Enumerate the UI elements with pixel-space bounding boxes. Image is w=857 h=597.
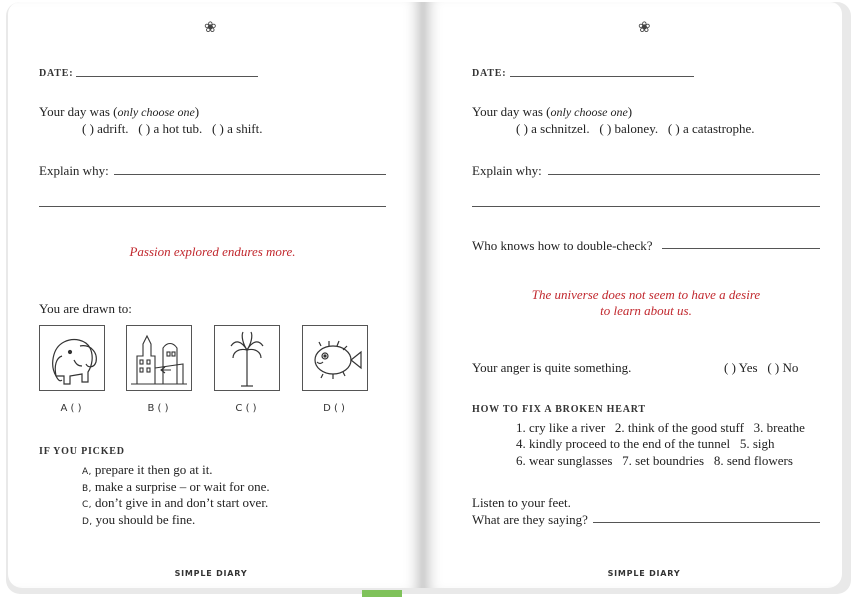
explain-label: Explain why: (472, 163, 542, 178)
left-page (8, 2, 422, 588)
quote-line-2: to learn about us. (600, 303, 692, 318)
anger-label: Your anger is quite something. (472, 360, 632, 375)
day-options[interactable]: ( ) adrift. ( ) a hot tub. ( ) a shift. (82, 121, 263, 136)
choice-b-caption[interactable]: B ( ) (147, 403, 169, 414)
heart-line: 1. cry like a river 2. think of the good stuff 3. breathe (516, 420, 805, 435)
explain-line-2[interactable] (472, 206, 820, 207)
choice-d-caption[interactable]: D ( ) (323, 403, 345, 414)
footer-label: SIMPLE DIARY (607, 569, 681, 578)
explain-line-2[interactable] (39, 206, 386, 207)
day-options[interactable]: ( ) a schnitzel. ( ) baloney. ( ) a catastrophe. (516, 121, 755, 136)
if-picked-heading: IF YOU PICKED (39, 446, 125, 457)
picked-item: C, don’t give in and don’t start over. (82, 495, 269, 510)
elephant-icon[interactable] (39, 325, 105, 391)
listen-answer-line[interactable] (593, 522, 820, 523)
choice-a-caption[interactable]: A ( ) (60, 403, 82, 414)
date-label: DATE: (39, 68, 74, 79)
right-page (424, 2, 842, 588)
picked-item: A, prepare it then go at it. (82, 462, 213, 477)
date-line[interactable] (510, 76, 694, 77)
listen-line-1: Listen to your feet. (472, 495, 571, 510)
picked-item: B, make a surprise – or wait for one. (82, 479, 270, 494)
footer-label: SIMPLE DIARY (174, 569, 248, 578)
explain-label: Explain why: (39, 163, 109, 178)
city-buildings-icon[interactable] (126, 325, 192, 391)
date-label: DATE: (472, 68, 507, 79)
date-line[interactable] (76, 76, 258, 77)
explain-line-1[interactable] (114, 174, 386, 175)
quote-line-1: The universe does not seem to have a desire (531, 287, 761, 302)
explain-line-1[interactable] (548, 174, 820, 175)
quote: Passion explored endures more. (129, 244, 296, 259)
heart-line: 6. wear sunglasses 7. set boundries 8. send flowers (516, 453, 793, 468)
double-check-label: Who knows how to double-check? (472, 238, 653, 253)
drawn-label: You are drawn to: (39, 301, 132, 316)
choice-c-caption[interactable]: C ( ) (235, 403, 257, 414)
double-check-line[interactable] (662, 248, 820, 249)
listen-line-2: What are they saying? (472, 512, 588, 527)
bookmark-ribbon (362, 590, 402, 597)
day-question: Your day was (only choose one) (39, 104, 200, 119)
flower-icon: ❀ (638, 18, 651, 36)
day-question: Your day was (only choose one) (472, 104, 633, 119)
heart-line: 4. kindly proceed to the end of the tunnel 5. sigh (516, 436, 775, 451)
pufferfish-icon[interactable] (302, 325, 368, 391)
broken-heart-heading: HOW TO FIX A BROKEN HEART (472, 404, 646, 415)
picked-item: D, you should be fine. (82, 512, 196, 527)
flower-icon: ❀ (204, 18, 217, 36)
anger-options[interactable]: ( ) Yes ( ) No (724, 360, 799, 375)
palm-tree-icon[interactable] (214, 325, 280, 391)
